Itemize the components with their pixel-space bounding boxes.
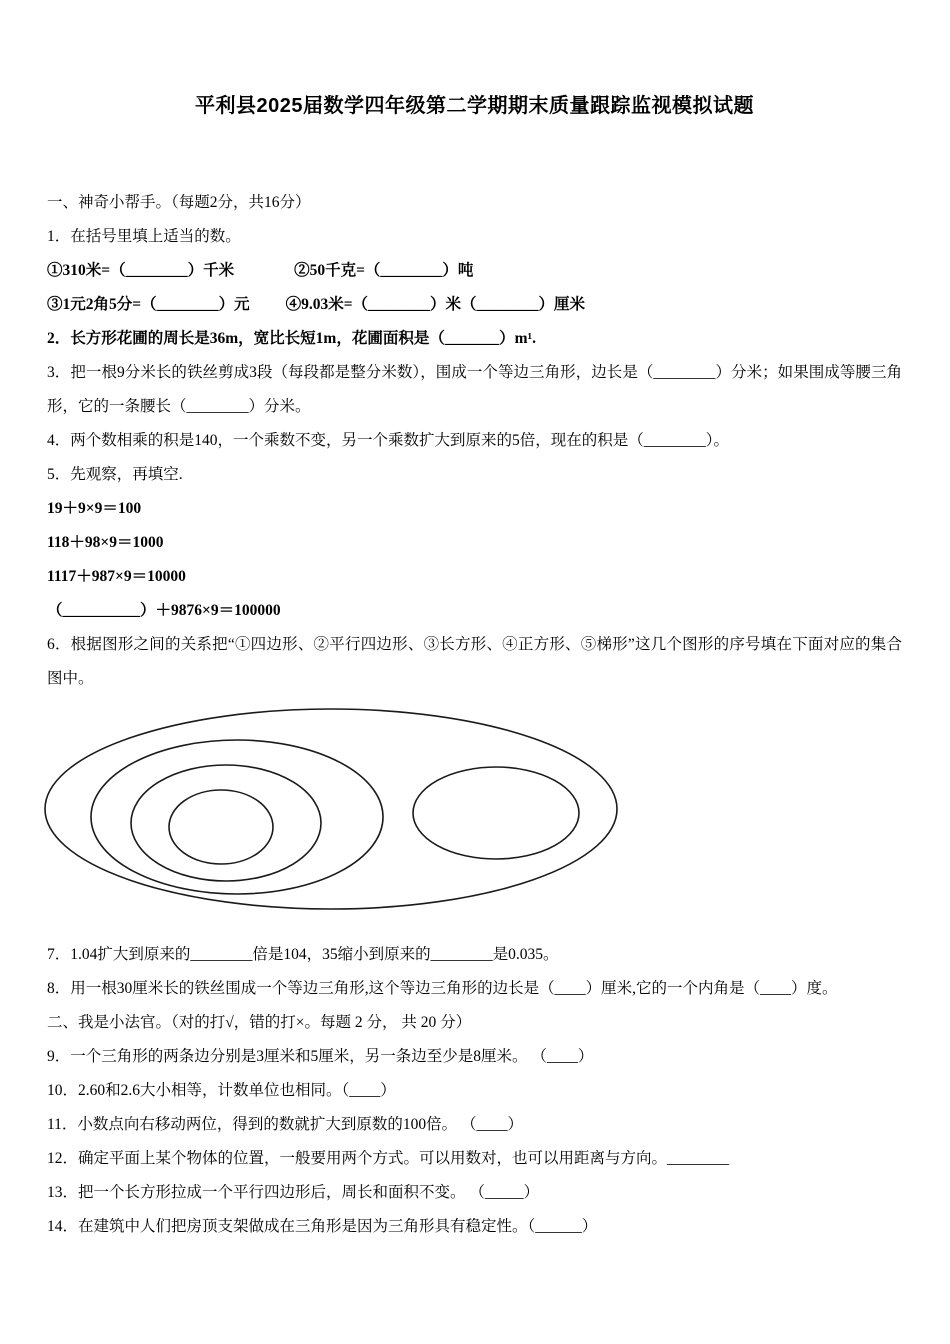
question-10: 10．2.60和2.6大小相等，计数单位也相同。（____）	[47, 1082, 396, 1099]
question-14: 14．在建筑中人们把房顶支架做成在三角形是因为三角形具有稳定性。（______）	[47, 1218, 598, 1235]
question-12: 12．确定平面上某个物体的位置，一般要用两个方式。可以用数对，也可以用距离与方向。________	[47, 1150, 730, 1167]
question-5-pattern-line-1: 19＋9×9＝100	[47, 500, 142, 517]
question-5-pattern-line-4: （__________）＋9876×9＝100000	[47, 602, 281, 619]
question-11: 11．小数点向右移动两位，得到的数就扩大到原数的100倍。 （____）	[47, 1116, 524, 1133]
section-two-heading: 二、我是小法官。（对的打√，错的打×。每题 2 分， 共 20 分）	[47, 1014, 472, 1031]
question-5-pattern-line-3: 1117＋987×9＝10000	[47, 568, 186, 585]
question-13: 13．把一个长方形拉成一个平行四边形后，周长和面积不变。 （_____）	[47, 1184, 540, 1201]
question-1: 1．在括号里填上适当的数。	[47, 228, 241, 245]
section-one-heading: 一、神奇小帮手。（每题2分，共16分）	[47, 194, 311, 211]
question-6: 6．根据图形之间的关系把“①四边形、②平行四边形、③长方形、④正方形、⑤梯形”这几个图形的序号填在下面对应的集合图中。	[47, 636, 902, 687]
question-1-row-a	[47, 254, 902, 288]
question-1-row-b	[47, 288, 902, 322]
question-1-item-1: ①310米=（________）千米	[47, 262, 235, 279]
question-1-item-3: ③1元2角5分=（________）元	[47, 296, 250, 313]
set-relation-diagram-svg	[41, 704, 631, 916]
question-5-pattern-line-2: 118＋98×9＝1000	[47, 534, 164, 551]
page-title: 平利县2025届数学四年级第二学期期末质量跟踪监视模拟试题	[195, 95, 754, 117]
question-1-item-2: ②50千克=（________）吨	[294, 262, 474, 279]
set-relation-diagram	[41, 704, 902, 916]
question-8: 8．用一根30厘米长的铁丝围成一个等边三角形,这个等边三角形的边长是（____）厘米,它的一个内角是（____）度。	[47, 980, 838, 997]
question-2: 2．长方形花圃的周长是36m，宽比长短1m，花圃面积是（_______）m¹.	[47, 330, 537, 347]
outer-set-ellipse	[45, 709, 617, 909]
question-5: 5．先观察，再填空.	[47, 466, 183, 483]
question-3: 3．把一根9分米长的铁丝剪成3段（每段都是整分米数），围成一个等边三角形，边长是（________）分米；如果围成等腰三角形，它的一条腰长（________）分米。	[47, 364, 902, 415]
innermost-set-ellipse	[169, 790, 273, 864]
question-7: 7．1.04扩大到原来的________倍是104，35缩小到原来的________是0.035。	[47, 946, 559, 963]
question-1-item-4: ④9.03米=（________）米（________）厘米	[285, 296, 586, 313]
nested-set-ellipse-2	[91, 740, 383, 894]
right-set-ellipse	[413, 767, 579, 859]
question-9: 9．一个三角形的两条边分别是3厘米和5厘米，另一条边至少是8厘米。 （____）	[47, 1048, 594, 1065]
question-4: 4．两个数相乘的积是140，一个乘数不变，另一个乘数扩大到原来的5倍，现在的积是（________）。	[47, 432, 730, 449]
